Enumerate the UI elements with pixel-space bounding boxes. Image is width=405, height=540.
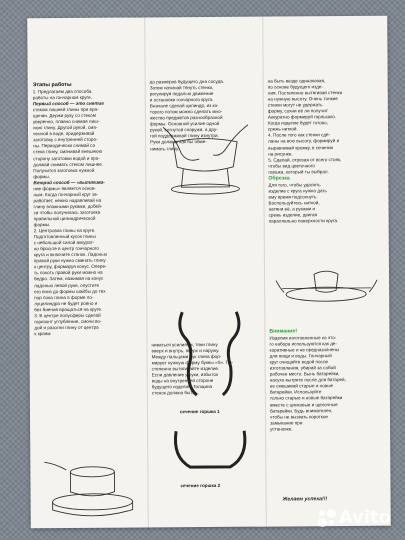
col1-line: стеком лишней глины при вра- [32,106,99,113]
col3-line: Когда изделие будет готово, [267,120,328,126]
col3b-line: рабочее место. Вынь батарейки, [269,371,340,377]
col2-line: и остановки гончарного круга. [149,97,214,103]
col1-line: нюю глину. Другой рукой, сма- [32,125,98,131]
centering-illustration [42,457,142,523]
col3b-line: изготовления, убирай за собой [269,365,336,371]
col1-line: Первый способ — это снятие [32,100,104,107]
col1-line: горизонт углубление, смочи во- [34,318,102,325]
column-steps [33,81,143,337]
col2-line: ниваться усилиями, тяни глину [151,341,218,347]
avito-logo-icon [318,509,336,527]
column-warning [269,328,384,433]
instruction-sheet [27,16,391,529]
col3-line: на нужную высоту. Очень тонкие [267,96,338,102]
col1-line: уверенно, плавно снимая лиш- [32,118,100,125]
col1-line: щении. Держи руку со стеком [32,112,96,119]
col1-line: бедро. Затем, нажимая на конус [34,276,104,282]
caption-section-2: сечение горшка 2 [180,482,221,489]
col2-line: Руки должны как бы обме- [150,139,207,145]
col1-line: ние формы» является основ- [33,185,96,191]
col3b-line: Внимание! [269,328,298,335]
watermark-text: Avito [338,507,391,528]
col2-line: воды на внутренней стороне [151,377,214,384]
col3-line: параллельно поверхности круга. [268,218,339,224]
col1-line: работает, нежно надавливай на [33,197,102,204]
col3b-line: установке. [270,426,293,432]
fold-line [144,17,149,527]
col1-line: ся чтобы получилась заготовка [33,209,101,216]
pot-section-1-illustration [174,307,245,402]
col3-line: ему время подсохнуть. [268,194,318,200]
col3b-line: батарейки. Будь внимателен, [269,407,333,414]
col3-line: стенки могут не удержать [267,102,323,108]
col3b-line: для пищи и воды. Гончарный [269,353,332,359]
col2-line: формы. Основной усилие одной [149,121,220,127]
col1-line: его вниз до формы шайбы до тех [34,288,106,294]
col3-line: 4. После того как стенки сде- [268,132,331,139]
col1-line: ладонью левой руки, опустите [34,282,100,288]
col1-line: правильной цилиндрической [33,215,96,222]
col1-line: формы. [33,222,51,228]
col3-line: на рисунке. [268,150,293,157]
col2-line: жество предметов разнообразной [149,115,223,121]
col3-line: горшка, который ты выбрал. [268,168,329,175]
wire-cutting-illustration [274,258,379,309]
col2-line: Вначале сделай цилиндр, из ко- [149,103,219,109]
col2-line: стенок должна быть... [151,390,199,396]
col3b-line: замыкание при [270,420,303,426]
col1-line: Этапы работы [32,81,72,89]
col3-line: по основе будущего изде- [267,84,323,90]
col3-line: 5. Сделай, отрезая от всего стояк, [268,156,342,163]
col1-line: пор пока глина в форме по- [34,294,94,300]
col3b-line: не смешивай старые и новые [269,383,334,389]
col1-line: ным. Когда гончарный круг за- [33,191,99,198]
col2-line: нимать глину. [150,145,180,151]
col1-line: 3. В центре полусферы сделай [34,312,101,318]
col2-line: регулируя педалью движение [149,91,214,97]
col2-line: гой поддерживай глину изнутри. [150,133,219,139]
col3-line: лия. Постепенно вытягивай стенки [267,90,343,96]
col2-line: до размеров будущего дна сосуда. [149,78,225,85]
col2-line: Затем начинай тянуть стенки, [149,85,214,91]
col1-line: работы на гончарном круге. [32,94,92,101]
col3b-line: го набора используются как де- [269,341,338,347]
col2-line: вверх и внутрь, вверх и наружу. [151,347,220,354]
col3-line: Обрезка [268,175,290,182]
col1-line: Подготовленный кусок глины [33,233,96,240]
col3b-line: вместе с цинковые и щелочные [269,401,338,408]
col3b-line: насухо вытрите после для батарей, [269,377,346,383]
col3-line: Воспользуйтесь ниткой, [268,200,320,206]
col3-line: чтобы вид цветочного [268,162,315,169]
fold-line [262,17,267,527]
col1-line: ны. Периодически снимай со [33,143,96,149]
col3-line: выравнивай кромку, в сечении [268,144,334,151]
col2-line: степенно вытягивайте изделие. [151,365,220,372]
col3b-line: чтобы не вызвать короткое [269,413,328,420]
col3-line: срежь изделие, двигая [268,212,318,218]
col3b-line: Изделия изготовленные из это- [269,335,337,341]
col1-line: без биения вращаться на круге. [34,306,103,312]
col1-line: круга и включите станок. Ладонью [33,251,108,258]
col3b-line: только старые и новые батарейки [269,395,343,402]
col2-line: будущего изделия. Толщина [151,383,213,390]
col3b-line: круг очищайте водой после [269,359,329,365]
col1-line: но бросьте в центр гончарного [33,245,99,252]
col1-line: глину влажными руками, добей- [33,203,103,210]
col1-line: 1. Предлагаем два способа [32,88,92,95]
col3-line: срежь ниткой. [267,126,298,132]
caption-section-1: сечение горшка 1 [179,408,220,415]
col2-line: мирует нужную форму буквы «S». По- [151,359,234,366]
col3-line: натяни её, а руками и [268,206,316,212]
watermark [318,507,391,528]
col2-line: Между пальцами рук глина фор- [151,353,222,360]
col1-line: сторону заготовки водой и про- [33,155,100,161]
col1-line: с небольшой силой аккурат- [33,239,95,246]
col3-line: Для того, чтобы удалить [268,181,321,188]
col3b-line: батарейки. Используйте [269,389,322,395]
col1-line: Получится заготовка нужной [33,167,95,173]
col1-line: к центру, формируя конус. Опере- [33,264,107,270]
col3b-line: коративные и не предназначены [269,347,340,353]
col1-line: правой руки нужно сминать глину [33,258,106,264]
column-right [268,78,383,225]
col1-line: стека глину, смачивай внешнюю [33,149,103,155]
col2-line: торого потом можно сделать мно- [149,109,223,115]
col1-line: 2. Центровка глины на круге. [33,227,96,234]
col1-line: формы. [33,173,50,179]
col1-line: заготовку с внутренней сторо- [33,137,98,143]
col3-line: на быть везде одинаковая, [267,78,326,84]
col3-line: изделие с круга нужно дать [268,187,327,194]
col3-line: форму, сохни её ли получит. [267,108,329,114]
closing-wish: Желаем успеха!!! [282,496,328,503]
pot-section-2-illustration [170,427,250,478]
col2-line: рукой, согнутой снаружи, а дру- [149,127,218,133]
col1-line: к краям [34,330,51,337]
col1-line: ченной в воде, придерживай [33,131,95,137]
col1-line: луцилиндра не будет ровно и [34,300,98,306]
col3-line: Аккуратно формируй горлышко. [267,114,337,120]
col1-line: дой и разогни глину от центра [34,324,99,331]
col3-line: ланы на всю высоту, формируй и [268,138,340,145]
col1-line: должай снимать стеком лишнее. [33,161,104,167]
col1-line: Второй способ — «вытягива- [33,179,105,185]
col1-line: ть локоть правой руки можно на [33,270,103,276]
col2-line: Если давление у руки, избыток [151,371,218,378]
